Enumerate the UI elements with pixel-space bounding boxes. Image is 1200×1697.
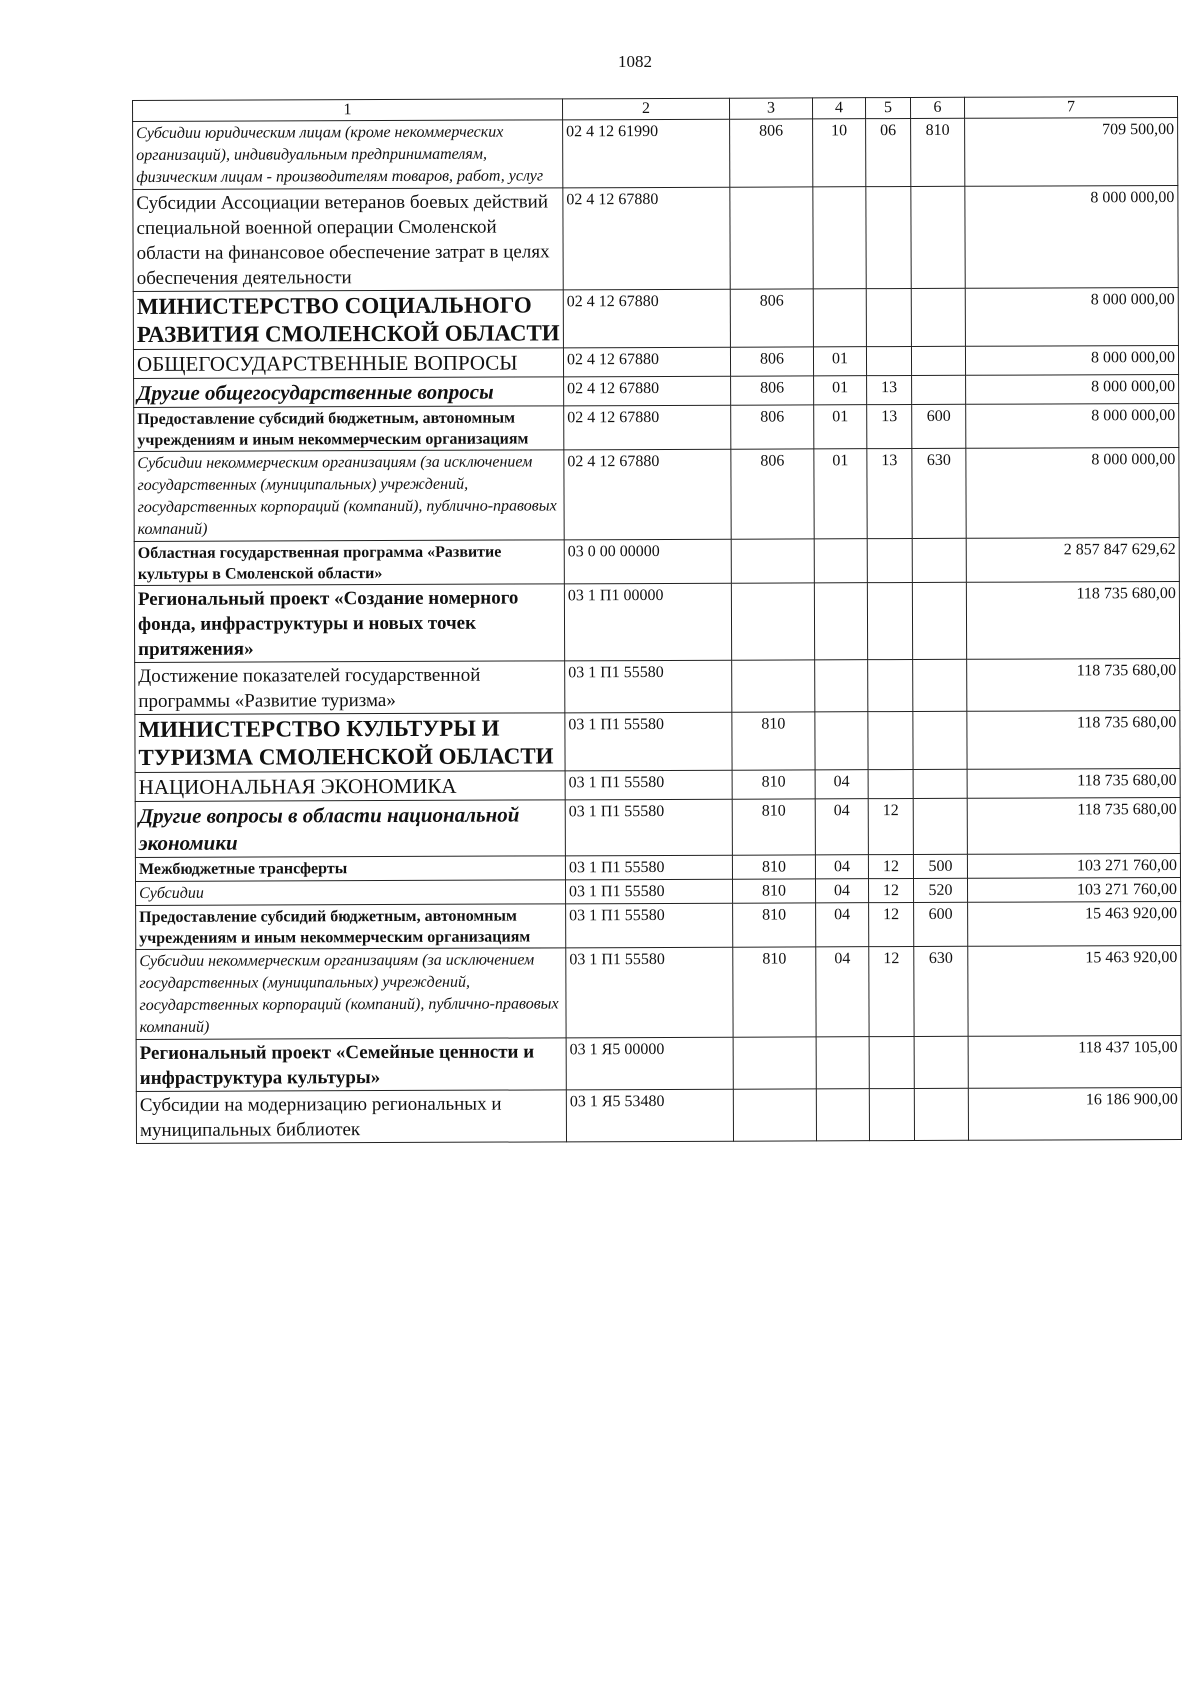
row-col-6 — [911, 186, 965, 288]
row-col-4: 01 — [814, 405, 867, 449]
row-name: Субсидии некоммерческим организациям (за исключением государственных (муниципальных) учреждений, государственных корпораций (компаний), публично-правовых компаний) — [134, 450, 564, 542]
row-col-5: 12 — [868, 879, 913, 903]
row-col-6: 600 — [914, 902, 968, 946]
row-code: 03 1 П1 00000 — [564, 583, 731, 661]
row-code: 03 1 П1 55580 — [566, 903, 733, 948]
row-amount: 8 000 000,00 — [965, 345, 1178, 375]
row-col-5: 12 — [868, 799, 913, 855]
row-col-6: 500 — [913, 854, 967, 878]
row-name: Другие вопросы в области национальной экономики — [135, 800, 565, 858]
row-amount: 16 186 900,00 — [968, 1087, 1181, 1140]
row-col-4: 04 — [816, 947, 869, 1037]
row-col-4: 04 — [815, 770, 868, 799]
row-amount: 15 463 920,00 — [968, 945, 1181, 1036]
row-col-3 — [733, 1089, 816, 1141]
header-col-2: 2 — [562, 98, 729, 120]
row-col-3: 810 — [732, 855, 815, 879]
row-col-6 — [913, 769, 967, 798]
row-code: 03 1 П1 55580 — [565, 660, 732, 713]
row-amount: 2 857 847 629,62 — [966, 537, 1179, 582]
row-col-6: 810 — [911, 118, 965, 186]
row-col-4 — [813, 289, 866, 347]
row-col-4: 04 — [815, 879, 868, 903]
row-name: Областная государственная программа «Развитие культуры в Смоленской области» — [134, 540, 564, 586]
table-row — [136, 945, 1181, 1039]
row-name: Субсидии на модернизацию региональных и муниципальных библиотек — [136, 1090, 566, 1144]
row-col-6 — [913, 711, 967, 769]
row-code: 02 4 12 67880 — [564, 376, 731, 406]
row-col-6 — [913, 659, 967, 711]
row-col-6: 630 — [912, 448, 966, 538]
row-col-6 — [912, 375, 966, 404]
row-amount: 118 735 680,00 — [967, 658, 1180, 711]
row-name: Субсидии Ассоциации ветеранов боевых действий специальной военной операции Смоленской области на финансовое обеспечение затрат в целях обеспечения деятельности — [133, 188, 563, 292]
row-amount: 8 000 000,00 — [965, 185, 1178, 288]
row-col-4 — [816, 1037, 869, 1089]
row-col-3 — [731, 583, 814, 660]
header-col-1: 1 — [133, 99, 563, 122]
row-col-3: 810 — [733, 947, 816, 1037]
row-col-3: 806 — [731, 405, 814, 449]
row-col-4 — [816, 1089, 869, 1141]
row-col-3: 810 — [732, 770, 815, 799]
row-amount: 118 735 680,00 — [967, 797, 1180, 854]
row-col-4 — [815, 712, 868, 770]
row-name: Субсидии — [136, 880, 566, 906]
budget-table — [132, 96, 1182, 1144]
row-name: Субсидии некоммерческим организациям (за исключением государственных (муниципальных) учреждений, государственных корпораций (компаний), публично-правовых компаний) — [136, 948, 566, 1040]
row-name: НАЦИОНАЛЬНАЯ ЭКОНОМИКА — [135, 771, 565, 802]
row-col-3: 810 — [732, 879, 815, 903]
row-col-3: 810 — [732, 712, 815, 770]
table-row — [134, 403, 1179, 451]
table-row — [133, 185, 1178, 291]
table-row — [136, 1035, 1181, 1091]
row-col-6 — [911, 288, 965, 346]
row-col-4 — [815, 660, 868, 712]
row-name: Достижение показателей государственной программы «Развитие туризма» — [135, 661, 565, 715]
row-amount: 103 271 760,00 — [967, 877, 1180, 902]
row-col-5 — [868, 712, 913, 770]
row-name: Другие общегосударственные вопросы — [134, 377, 564, 408]
row-amount: 118 735 680,00 — [967, 710, 1180, 769]
row-amount: 118 437 105,00 — [968, 1035, 1181, 1088]
table-row — [135, 768, 1180, 801]
row-col-3: 806 — [730, 347, 813, 376]
row-name: Предоставление субсидий бюджетным, автономным учреждениям и иным некоммерческим организациям — [136, 904, 566, 950]
row-col-3 — [732, 660, 815, 712]
row-amount: 8 000 000,00 — [966, 374, 1179, 404]
table-row — [135, 710, 1180, 772]
row-name: Межбюджетные трансферты — [135, 856, 565, 882]
row-col-4 — [814, 583, 867, 660]
row-name: Субсидии юридическим лицам (кроме некоммерческих организаций), индивидуальным предпринимателям, физическим лицам - производителям товаров, работ, услуг — [133, 120, 563, 190]
row-code: 02 4 12 67880 — [564, 405, 731, 450]
row-amount: 8 000 000,00 — [966, 447, 1179, 538]
row-col-6 — [911, 346, 965, 375]
row-code: 03 1 П1 55580 — [566, 947, 733, 1038]
row-code: 03 1 П1 55580 — [565, 799, 732, 856]
row-col-3: 806 — [731, 449, 814, 539]
row-col-3: 806 — [731, 376, 814, 405]
row-code: 03 1 П1 55580 — [565, 770, 732, 800]
row-col-4 — [814, 539, 867, 583]
budget-table-wrapper — [132, 96, 1182, 1144]
row-col-4: 01 — [814, 449, 867, 539]
row-col-5 — [867, 583, 912, 660]
row-code: 03 0 00 00000 — [564, 539, 731, 584]
row-code: 02 4 12 61990 — [563, 119, 730, 188]
table-row — [133, 345, 1178, 378]
row-col-6 — [913, 798, 967, 854]
row-col-5: 13 — [867, 449, 912, 539]
row-code: 03 1 Я5 53480 — [566, 1089, 733, 1142]
row-amount: 8 000 000,00 — [966, 403, 1179, 448]
row-col-4 — [813, 187, 866, 289]
row-col-5 — [866, 289, 911, 347]
row-col-5 — [868, 660, 913, 712]
row-col-5 — [866, 347, 911, 376]
row-name: Предоставление субсидий бюджетным, автономным учреждениям и иным некоммерческим организациям — [134, 406, 564, 452]
row-name: Региональный проект «Семейные ценности и инфраструктура культуры» — [136, 1038, 566, 1092]
table-row — [134, 537, 1179, 585]
header-col-6: 6 — [910, 97, 964, 118]
row-col-5 — [867, 539, 912, 583]
row-col-5: 13 — [867, 405, 912, 449]
row-col-5: 06 — [866, 119, 911, 187]
row-col-5 — [868, 770, 913, 799]
table-row — [135, 797, 1180, 857]
row-amount: 15 463 920,00 — [968, 901, 1181, 946]
table-row — [134, 374, 1179, 407]
row-col-6 — [912, 582, 966, 659]
table-row — [134, 581, 1179, 662]
row-amount: 118 735 680,00 — [966, 581, 1179, 659]
row-col-5: 12 — [869, 947, 914, 1037]
header-col-7: 7 — [964, 96, 1177, 118]
row-code: 02 4 12 67880 — [564, 449, 731, 540]
table-row — [136, 901, 1181, 949]
row-name: ОБЩЕГОСУДАРСТВЕННЫЕ ВОПРОСЫ — [133, 348, 563, 379]
row-code: 02 4 12 67880 — [563, 347, 730, 377]
row-col-3: 806 — [730, 119, 813, 187]
row-name: МИНИСТЕРСТВО КУЛЬТУРЫ И ТУРИЗМА СМОЛЕНСКОЙ ОБЛАСТИ — [135, 713, 565, 773]
row-code: 03 1 П1 55580 — [565, 879, 732, 904]
row-col-3 — [730, 187, 813, 289]
row-col-5: 12 — [869, 903, 914, 947]
table-row — [134, 447, 1179, 541]
row-amount: 8 000 000,00 — [965, 287, 1178, 346]
row-col-5 — [869, 1037, 914, 1089]
table-row — [133, 287, 1178, 349]
row-col-4: 01 — [814, 376, 867, 405]
row-col-6 — [914, 1036, 968, 1088]
row-code: 02 4 12 67880 — [563, 187, 730, 290]
row-col-5 — [869, 1089, 914, 1141]
row-col-5 — [866, 187, 911, 289]
row-col-4: 04 — [815, 855, 868, 879]
row-col-3 — [733, 1037, 816, 1089]
row-col-5: 13 — [867, 376, 912, 405]
row-col-4: 01 — [813, 347, 866, 376]
page-number: 1082 — [618, 52, 652, 71]
table-row — [136, 1087, 1181, 1143]
row-col-5: 12 — [868, 855, 913, 879]
row-code: 03 1 Я5 00000 — [566, 1037, 733, 1090]
row-amount: 118 735 680,00 — [967, 768, 1180, 798]
row-col-3: 810 — [733, 903, 816, 947]
row-col-6 — [914, 1088, 968, 1140]
row-col-4: 04 — [815, 799, 868, 855]
row-col-6 — [912, 538, 966, 582]
row-col-6: 630 — [914, 946, 968, 1036]
row-col-4: 04 — [816, 903, 869, 947]
row-col-3 — [731, 539, 814, 583]
row-col-3: 810 — [732, 799, 815, 855]
row-col-4: 10 — [813, 119, 866, 187]
row-amount: 103 271 760,00 — [967, 853, 1180, 878]
row-code: 02 4 12 67880 — [563, 289, 730, 348]
row-name: Региональный проект «Создание номерного фонда, инфраструктуры и новых точек притяжения» — [134, 584, 564, 663]
row-amount: 709 500,00 — [965, 117, 1178, 186]
row-code: 03 1 П1 55580 — [565, 712, 732, 771]
row-col-3: 806 — [730, 289, 813, 347]
header-col-3: 3 — [729, 98, 812, 119]
row-col-6: 600 — [912, 404, 966, 448]
table-row — [135, 658, 1180, 714]
row-name: МИНИСТЕРСТВО СОЦИАЛЬНОГО РАЗВИТИЯ СМОЛЕНСКОЙ ОБЛАСТИ — [133, 290, 563, 350]
row-col-6: 520 — [913, 878, 967, 902]
row-code: 03 1 П1 55580 — [565, 855, 732, 880]
header-col-4: 4 — [812, 98, 865, 119]
table-row — [133, 117, 1178, 189]
header-col-5: 5 — [865, 98, 910, 119]
